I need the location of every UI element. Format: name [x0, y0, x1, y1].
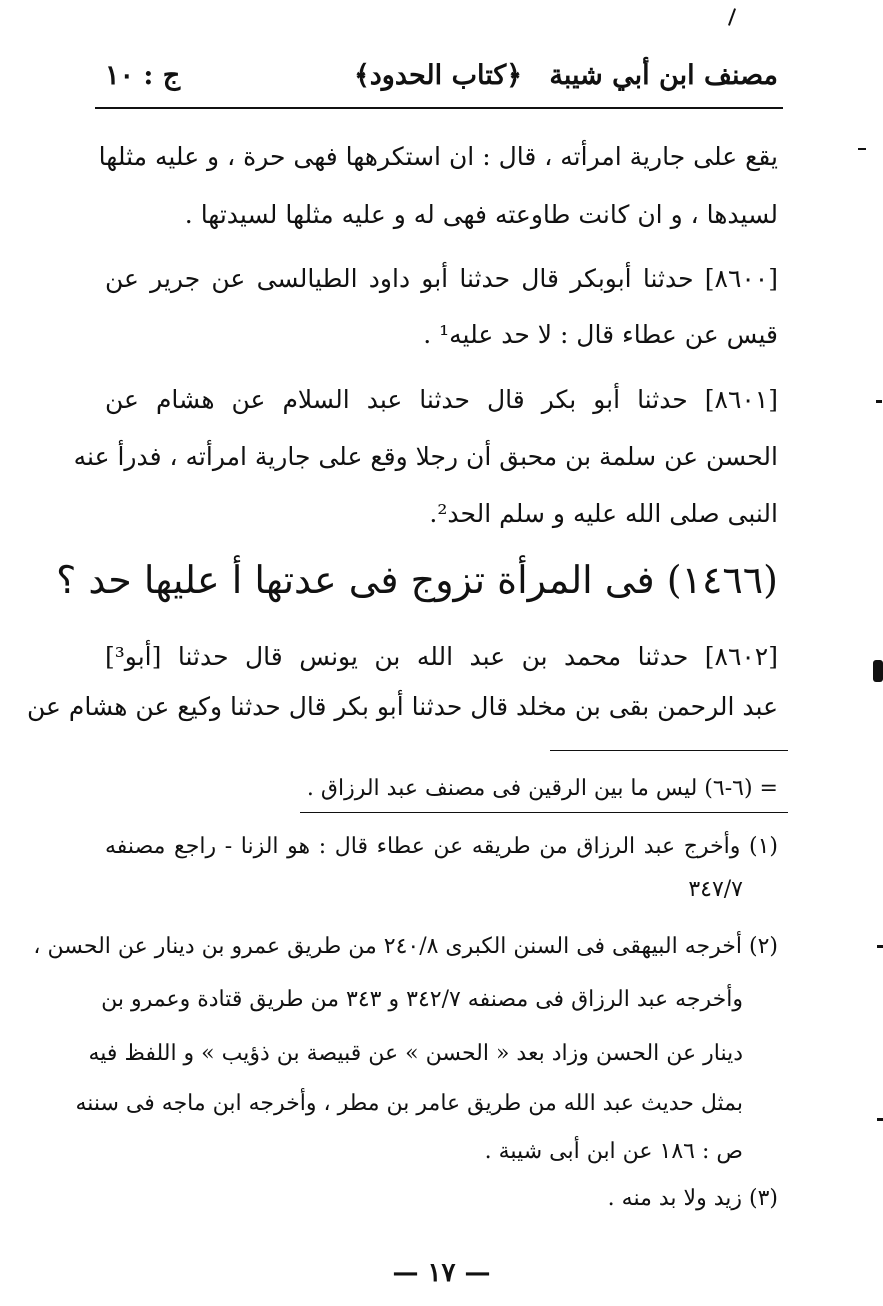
footnote-separator [550, 750, 788, 751]
header-book-title: مصنف ابن أبي شيبة [549, 60, 778, 91]
footnote-line: بمثل حديث عبد الله من طريق عامر بن مطر ، وأخرجه ابن ماجه فى سننه [75, 1091, 743, 1116]
footnote-line: وأخرجه عبد الرزاق فى مصنفه ٣٤٢/٧ و ٣٤٣ من طريق قتادة وعمرو بن [101, 987, 743, 1012]
body-line: [٨٦٠٠] حدثنا أبوبكر قال حدثنا أبو داود الطيالسى عن جرير عن [105, 264, 778, 293]
body-line: [٨٦٠٢] حدثنا محمد بن عبد الله بن يونس قال حدثنا [أبو³] [105, 642, 778, 671]
footnote-line: ٣٤٧/٧ [688, 877, 743, 902]
footnote-wavy-rule [300, 812, 788, 813]
scan-edge-mark [858, 148, 866, 150]
body-line: [٨٦٠١] حدثنا أبو بكر قال حدثنا عبد السلام عن هشام عن [105, 385, 778, 414]
body-line: يقع على جارية امرأته ، قال : ان استكرهها فهى حرة ، و عليه مثلها [98, 142, 778, 171]
footnote-line: دينار عن الحسن وزاد بعد « الحسن » عن قبيصة بن ذؤيب » و اللفظ فيه [88, 1041, 743, 1066]
header-chapter-title: ﴿كتاب الحدود﴾ [353, 60, 523, 91]
pen-mark [728, 8, 736, 26]
body-line: الحسن عن سلمة بن محبق أن رجلا وقع على جارية امرأته ، فدرأ عنه [73, 442, 778, 471]
running-header [105, 60, 778, 104]
body-line: لسيدها ، و ان كانت طاوعته فهى له و عليه مثلها لسيدتها . [184, 200, 778, 229]
footnote-line: = (٦-٦) ليس ما بين الرقين فى مصنف عبد الرزاق . [306, 776, 778, 801]
page-number: — ١٧ — [392, 1258, 491, 1288]
scan-edge-mark [877, 945, 883, 948]
footnote-line: (٢) أخرجه البيهقى فى السنن الكبرى ٢٤٠/٨ من طريق عمرو بن دينار عن الحسن ، [33, 934, 778, 959]
footnote-line: (٣) زيد ولا بد منه . [607, 1186, 778, 1211]
body-line: النبى صلى الله عليه و سلم الحد². [429, 499, 778, 528]
scan-edge-mark [876, 400, 882, 403]
body-line: قيس عن عطاء قال : لا حد عليه¹ . [423, 320, 778, 349]
scan-edge-mark [877, 1118, 883, 1121]
header-rule [95, 107, 783, 109]
body-line: عبد الرحمن بقى بن مخلد قال حدثنا أبو بكر قال حدثنا وكيع عن هشام عن [26, 692, 778, 721]
header-volume: ج : ١٠ [105, 60, 181, 91]
footnote-line: (١) وأخرج عبد الرزاق من طريقه عن عطاء قال : هو الزنا - راجع مصنفه [105, 834, 778, 859]
scan-edge-mark [873, 660, 883, 682]
chapter-heading: (١٤٦٦) فى المرأة تزوج فى عدتها أ عليها حد ؟ [56, 558, 778, 602]
footnote-line: ص : ١٨٦ عن ابن أبى شيبة . [484, 1139, 743, 1164]
